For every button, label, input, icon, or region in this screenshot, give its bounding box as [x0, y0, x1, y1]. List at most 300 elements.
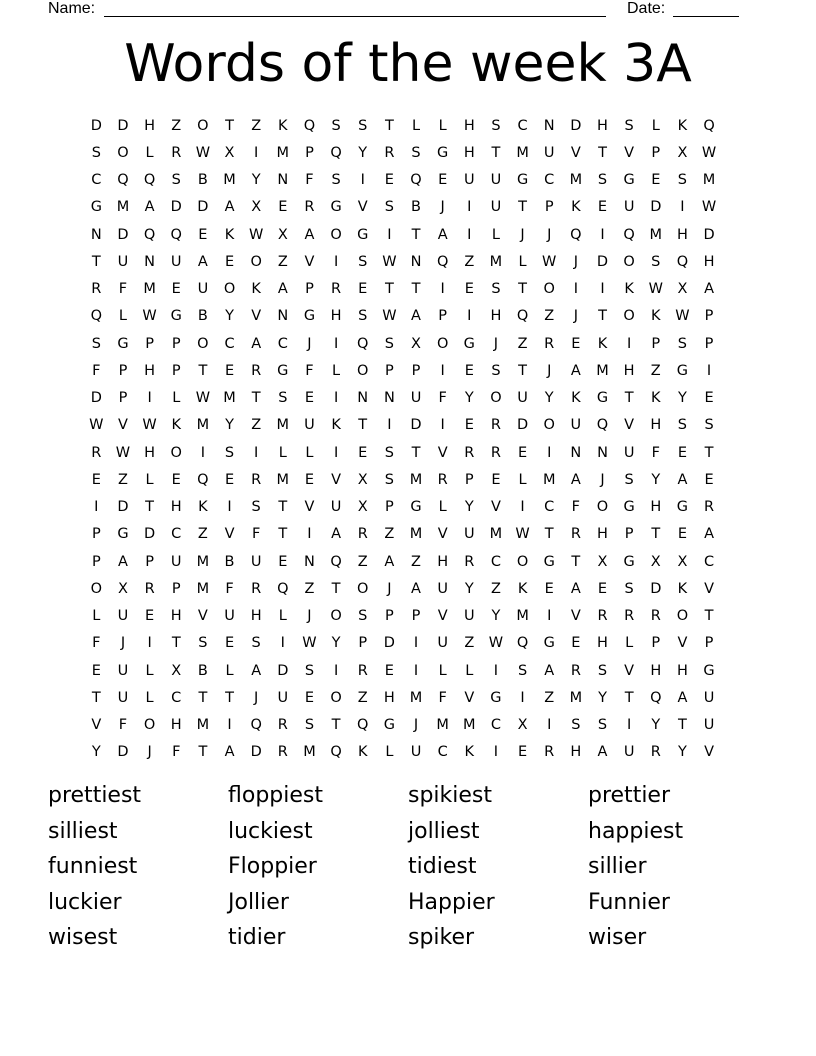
- grid-letter: K: [651, 390, 661, 407]
- grid-letter: D: [703, 226, 715, 243]
- grid-letter: S: [304, 662, 315, 679]
- grid-letter: T: [491, 144, 501, 161]
- grid-letter: E: [491, 471, 501, 488]
- grid-letter: D: [170, 199, 182, 216]
- grid-letter: S: [384, 471, 394, 488]
- grid-letter: G: [437, 144, 449, 161]
- grid-letter: I: [387, 417, 392, 434]
- grid-letter: C: [517, 117, 528, 134]
- grid-letter: Y: [491, 608, 501, 625]
- grid-letter: G: [117, 526, 129, 543]
- grid-letter: R: [570, 526, 581, 543]
- grid-letter: I: [200, 444, 206, 461]
- grid-letter: J: [307, 335, 312, 352]
- grid-letter: N: [90, 226, 102, 243]
- grid-letter: O: [543, 281, 555, 298]
- grid-letter: X: [677, 553, 688, 570]
- grid-letter: I: [360, 172, 365, 189]
- grid-letter: L: [145, 144, 154, 161]
- grid-letter: S: [597, 172, 608, 189]
- grid-letter: F: [92, 362, 101, 379]
- grid-letter: W: [89, 417, 104, 434]
- grid-letter: C: [544, 172, 555, 189]
- grid-letter: J: [440, 199, 445, 216]
- grid-letter: I: [547, 717, 552, 734]
- grid-letter: O: [357, 580, 369, 597]
- grid-letter: X: [650, 553, 661, 570]
- grid-letter: M: [463, 717, 476, 734]
- grid-letter: A: [704, 281, 715, 298]
- grid-letter: C: [171, 689, 182, 706]
- grid-letter: F: [118, 281, 128, 298]
- grid-letter: Z: [544, 689, 555, 706]
- grid-letter: H: [144, 444, 156, 461]
- grid-letter: J: [573, 308, 578, 325]
- grid-letter: S: [358, 117, 368, 134]
- grid-letter: K: [464, 744, 475, 761]
- grid-letter: L: [305, 444, 314, 461]
- grid-letter: V: [251, 308, 262, 325]
- grid-letter: S: [491, 362, 501, 379]
- grid-letter: T: [278, 499, 288, 516]
- grid-letter: T: [411, 226, 421, 243]
- grid-letter: C: [171, 526, 182, 543]
- grid-letter: Y: [651, 471, 661, 488]
- grid-letter: V: [624, 144, 635, 161]
- grid-letter: O: [143, 717, 156, 734]
- grid-letter: M: [196, 553, 210, 570]
- grid-letter: L: [92, 608, 101, 625]
- grid-letter: H: [570, 744, 582, 761]
- grid-letter: O: [197, 335, 209, 352]
- grid-letter: I: [467, 226, 472, 243]
- grid-letter: E: [438, 172, 448, 189]
- grid-letter: P: [305, 144, 314, 161]
- grid-letter: G: [703, 662, 715, 679]
- grid-letter: W: [648, 281, 663, 298]
- grid-letter: D: [570, 117, 582, 134]
- grid-letter: C: [277, 335, 288, 352]
- grid-letter: R: [251, 362, 262, 379]
- grid-letter: P: [651, 144, 661, 161]
- grid-letter: P: [384, 362, 394, 379]
- grid-letter: H: [650, 662, 662, 679]
- grid-letter: M: [489, 526, 503, 543]
- grid-letter: N: [543, 117, 555, 134]
- grid-letter: P: [411, 608, 421, 625]
- grid-letter: E: [464, 362, 474, 379]
- grid-letter: M: [489, 253, 503, 270]
- grid-letter: S: [677, 417, 688, 434]
- grid-letter: G: [623, 499, 635, 516]
- grid-letter: G: [357, 226, 369, 243]
- grid-letter: D: [197, 199, 209, 216]
- grid-letter: R: [464, 553, 475, 570]
- grid-letter: E: [278, 199, 288, 216]
- grid-letter: M: [143, 281, 156, 298]
- grid-letter: I: [333, 444, 339, 461]
- grid-letter: E: [464, 281, 474, 298]
- grid-letter: Z: [464, 253, 475, 270]
- grid-letter: E: [224, 362, 235, 379]
- grid-letter: C: [91, 172, 102, 189]
- grid-letter: T: [411, 281, 421, 298]
- grid-letter: I: [520, 689, 525, 706]
- grid-letter: O: [330, 689, 342, 706]
- grid-letter: V: [437, 526, 448, 543]
- grid-letter: G: [170, 308, 182, 325]
- grid-letter: L: [465, 662, 474, 679]
- grid-letter: A: [384, 553, 395, 570]
- word-bank-item: Jollier: [228, 889, 289, 915]
- grid-letter: G: [410, 499, 422, 516]
- grid-letter: T: [225, 117, 234, 134]
- grid-letter: H: [597, 117, 608, 134]
- grid-letter: S: [517, 662, 528, 679]
- grid-letter: R: [91, 444, 102, 461]
- word-bank-item: luckiest: [228, 818, 313, 844]
- word-bank-item: Happier: [408, 889, 495, 915]
- grid-letter: W: [488, 635, 504, 652]
- grid-letter: G: [277, 362, 289, 379]
- grid-letter: U: [330, 499, 342, 516]
- grid-letter: Y: [598, 689, 607, 706]
- grid-letter: G: [596, 390, 609, 407]
- word-bank-item: spiker: [408, 925, 475, 950]
- grid-letter: E: [91, 471, 101, 488]
- grid-letter: I: [254, 144, 259, 161]
- word-bank-item: prettier: [588, 783, 671, 808]
- grid-letter: E: [384, 662, 394, 679]
- grid-letter: F: [118, 717, 128, 734]
- grid-letter: N: [277, 308, 289, 325]
- grid-letter: L: [145, 662, 154, 679]
- grid-letter: E: [224, 253, 235, 270]
- grid-letter: P: [118, 390, 128, 407]
- grid-letter: U: [250, 553, 262, 570]
- grid-letter: U: [170, 553, 182, 570]
- grid-letter: T: [198, 362, 208, 379]
- grid-letter: H: [437, 553, 449, 570]
- grid-letter: O: [543, 417, 555, 434]
- word-bank-item: silliest: [48, 818, 118, 844]
- grid-letter: G: [90, 199, 102, 216]
- grid-letter: H: [144, 362, 156, 379]
- grid-letter: Q: [90, 308, 103, 325]
- grid-letter: M: [116, 199, 130, 216]
- grid-letter: Y: [464, 580, 474, 597]
- grid-letter: A: [411, 308, 421, 325]
- grid-letter: K: [677, 580, 688, 597]
- grid-letter: L: [145, 689, 154, 706]
- grid-letter: Z: [544, 308, 555, 325]
- grid-letter: Z: [171, 117, 182, 134]
- grid-letter: T: [384, 117, 394, 134]
- grid-letter: T: [624, 390, 634, 407]
- grid-letter: E: [704, 471, 714, 488]
- grid-letter: W: [142, 308, 157, 325]
- grid-letter: E: [304, 390, 315, 407]
- grid-letter: H: [597, 526, 608, 543]
- grid-letter: Q: [117, 172, 129, 189]
- grid-letter: L: [385, 744, 394, 761]
- grid-letter: I: [600, 281, 605, 298]
- grid-letter: G: [543, 553, 555, 570]
- word-bank-item: tidier: [228, 925, 286, 950]
- grid-letter: J: [120, 635, 126, 652]
- grid-letter: A: [570, 362, 581, 379]
- grid-letter: I: [600, 226, 605, 243]
- grid-letter: T: [624, 689, 634, 706]
- grid-letter: J: [520, 226, 525, 243]
- grid-letter: Q: [330, 144, 342, 161]
- grid-letter: P: [145, 335, 154, 352]
- grid-letter: T: [598, 308, 607, 325]
- grid-letter: Q: [250, 717, 262, 734]
- grid-letter: K: [517, 580, 528, 597]
- grid-letter: D: [516, 417, 529, 434]
- grid-letter: T: [358, 417, 368, 434]
- grid-letter: P: [118, 362, 128, 379]
- grid-letter: T: [91, 689, 101, 706]
- grid-letter: T: [145, 499, 155, 516]
- grid-letter: N: [277, 172, 289, 189]
- grid-letter: D: [117, 117, 129, 134]
- grid-letter: P: [651, 635, 661, 652]
- grid-letter: P: [464, 471, 474, 488]
- grid-letter: A: [331, 526, 342, 543]
- grid-letter: X: [411, 335, 421, 352]
- grid-letter: L: [411, 117, 421, 134]
- grid-letter: O: [330, 608, 342, 625]
- grid-letter: R: [650, 744, 661, 761]
- grid-letter: X: [224, 144, 235, 161]
- grid-letter: M: [303, 744, 316, 761]
- grid-letter: Q: [650, 689, 662, 706]
- grid-letter: G: [623, 553, 635, 570]
- grid-letter: Z: [464, 635, 475, 652]
- grid-letter: H: [463, 144, 475, 161]
- grid-letter: L: [438, 662, 447, 679]
- grid-letter: J: [573, 253, 578, 270]
- grid-letter: S: [331, 172, 341, 189]
- grid-letter: L: [518, 253, 527, 270]
- grid-letter: U: [117, 689, 129, 706]
- grid-letter: S: [384, 199, 394, 216]
- grid-letter: M: [569, 172, 583, 189]
- grid-letter: E: [651, 172, 661, 189]
- grid-letter: Q: [703, 117, 715, 134]
- grid-letter: B: [197, 662, 208, 679]
- grid-letter: J: [600, 471, 605, 488]
- grid-letter: E: [571, 335, 581, 352]
- grid-letter: R: [624, 608, 635, 625]
- grid-letter: V: [331, 471, 342, 488]
- grid-letter: J: [307, 608, 312, 625]
- grid-letter: W: [382, 253, 397, 270]
- grid-letter: T: [384, 281, 394, 298]
- grid-letter: A: [677, 471, 688, 488]
- grid-letter: A: [570, 471, 581, 488]
- grid-letter: S: [198, 635, 208, 652]
- grid-letter: U: [490, 172, 502, 189]
- grid-letter: I: [493, 662, 499, 679]
- grid-letter: P: [171, 362, 181, 379]
- grid-letter: P: [651, 335, 661, 352]
- grid-letter: H: [250, 608, 262, 625]
- grid-letter: C: [703, 553, 715, 570]
- grid-letter: Y: [225, 308, 234, 325]
- grid-letter: G: [516, 172, 529, 189]
- grid-letter: E: [91, 662, 101, 679]
- grid-letter: A: [704, 526, 715, 543]
- grid-letter: E: [597, 580, 608, 597]
- grid-letter: I: [626, 717, 632, 734]
- grid-letter: M: [196, 417, 210, 434]
- grid-letter: V: [304, 253, 315, 270]
- grid-letter: C: [437, 744, 448, 761]
- grid-letter: Q: [516, 635, 529, 652]
- word-bank-item: Floppier: [228, 854, 317, 879]
- grid-letter: H: [330, 308, 342, 325]
- grid-letter: I: [307, 526, 312, 543]
- grid-letter: D: [383, 635, 395, 652]
- grid-letter: S: [384, 444, 394, 461]
- grid-letter: W: [248, 226, 264, 243]
- grid-letter: O: [623, 308, 635, 325]
- grid-letter: A: [224, 744, 235, 761]
- grid-letter: Q: [570, 226, 582, 243]
- grid-letter: H: [650, 499, 662, 516]
- grid-letter: N: [597, 444, 608, 461]
- grid-letter: O: [357, 362, 369, 379]
- grid-letter: V: [570, 608, 581, 625]
- grid-letter: S: [358, 253, 368, 270]
- grid-letter: N: [357, 390, 369, 407]
- grid-letter: I: [227, 717, 232, 734]
- grid-letter: G: [303, 308, 316, 325]
- word-bank-item: wiser: [588, 925, 647, 950]
- grid-letter: H: [676, 662, 688, 679]
- grid-letter: S: [251, 635, 261, 652]
- grid-letter: U: [623, 199, 635, 216]
- grid-letter: G: [623, 172, 635, 189]
- grid-letter: O: [197, 117, 209, 134]
- grid-letter: V: [704, 580, 715, 597]
- grid-letter: K: [651, 308, 661, 325]
- grid-letter: D: [117, 744, 129, 761]
- grid-letter: M: [276, 471, 290, 488]
- grid-letter: R: [277, 744, 288, 761]
- grid-letter: R: [251, 471, 262, 488]
- grid-letter: X: [277, 226, 288, 243]
- grid-letter: W: [701, 199, 717, 216]
- grid-letter: O: [117, 144, 129, 161]
- grid-letter: W: [195, 144, 211, 161]
- grid-letter: S: [491, 281, 501, 298]
- grid-letter: H: [703, 253, 715, 270]
- grid-letter: N: [304, 553, 315, 570]
- grid-letter: T: [518, 281, 527, 298]
- grid-letter: X: [171, 662, 182, 679]
- grid-letter: V: [437, 608, 448, 625]
- grid-letter: H: [144, 117, 156, 134]
- grid-letter: T: [518, 199, 527, 216]
- grid-letter: E: [358, 281, 368, 298]
- grid-letter: S: [624, 117, 634, 134]
- grid-letter: U: [277, 689, 289, 706]
- date-label: Date:: [627, 0, 666, 17]
- grid-letter: V: [197, 608, 208, 625]
- grid-letter: U: [543, 144, 555, 161]
- grid-letter: H: [597, 635, 608, 652]
- grid-letter: D: [90, 390, 102, 407]
- grid-letter: I: [387, 226, 392, 243]
- grid-letter: Z: [117, 471, 128, 488]
- grid-letter: K: [571, 199, 581, 216]
- grid-letter: S: [651, 253, 661, 270]
- grid-letter: M: [516, 608, 529, 625]
- grid-letter: P: [91, 526, 101, 543]
- grid-letter: L: [438, 499, 447, 516]
- grid-letter: S: [384, 335, 394, 352]
- grid-letter: X: [251, 199, 262, 216]
- page-title: Words of the week 3A: [124, 34, 692, 94]
- grid-letter: P: [704, 635, 714, 652]
- grid-letter: P: [438, 308, 448, 325]
- grid-letter: R: [490, 417, 501, 434]
- grid-letter: R: [251, 580, 262, 597]
- grid-letter: P: [358, 635, 368, 652]
- grid-letter: H: [650, 417, 662, 434]
- grid-letter: T: [331, 580, 341, 597]
- grid-letter: U: [623, 444, 635, 461]
- grid-letter: Z: [197, 526, 208, 543]
- grid-letter: U: [117, 662, 129, 679]
- word-bank-item: funniest: [48, 854, 138, 879]
- grid-letter: A: [570, 580, 581, 597]
- grid-letter: L: [491, 226, 500, 243]
- grid-letter: I: [440, 281, 445, 298]
- grid-letter: E: [517, 444, 528, 461]
- grid-letter: O: [516, 553, 529, 570]
- grid-letter: E: [704, 390, 714, 407]
- name-label: Name:: [48, 0, 96, 17]
- grid-letter: T: [544, 526, 554, 543]
- grid-letter: F: [571, 499, 581, 516]
- grid-letter: H: [490, 308, 502, 325]
- grid-letter: C: [544, 499, 555, 516]
- grid-letter: A: [251, 335, 262, 352]
- grid-letter: K: [278, 117, 288, 134]
- grid-letter: I: [626, 335, 632, 352]
- grid-letter: S: [331, 117, 341, 134]
- grid-letter: U: [463, 172, 475, 189]
- grid-letter: A: [437, 226, 448, 243]
- grid-letter: M: [516, 144, 529, 161]
- grid-letter: P: [704, 308, 714, 325]
- grid-letter: E: [224, 471, 235, 488]
- grid-letter: R: [544, 335, 555, 352]
- grid-letter: Q: [623, 226, 635, 243]
- grid-letter: K: [624, 281, 634, 298]
- grid-letter: C: [490, 717, 501, 734]
- grid-letter: T: [331, 717, 341, 734]
- grid-letter: O: [223, 281, 236, 298]
- grid-letter: I: [520, 499, 525, 516]
- grid-letter: U: [197, 281, 209, 298]
- grid-letter: Q: [357, 335, 369, 352]
